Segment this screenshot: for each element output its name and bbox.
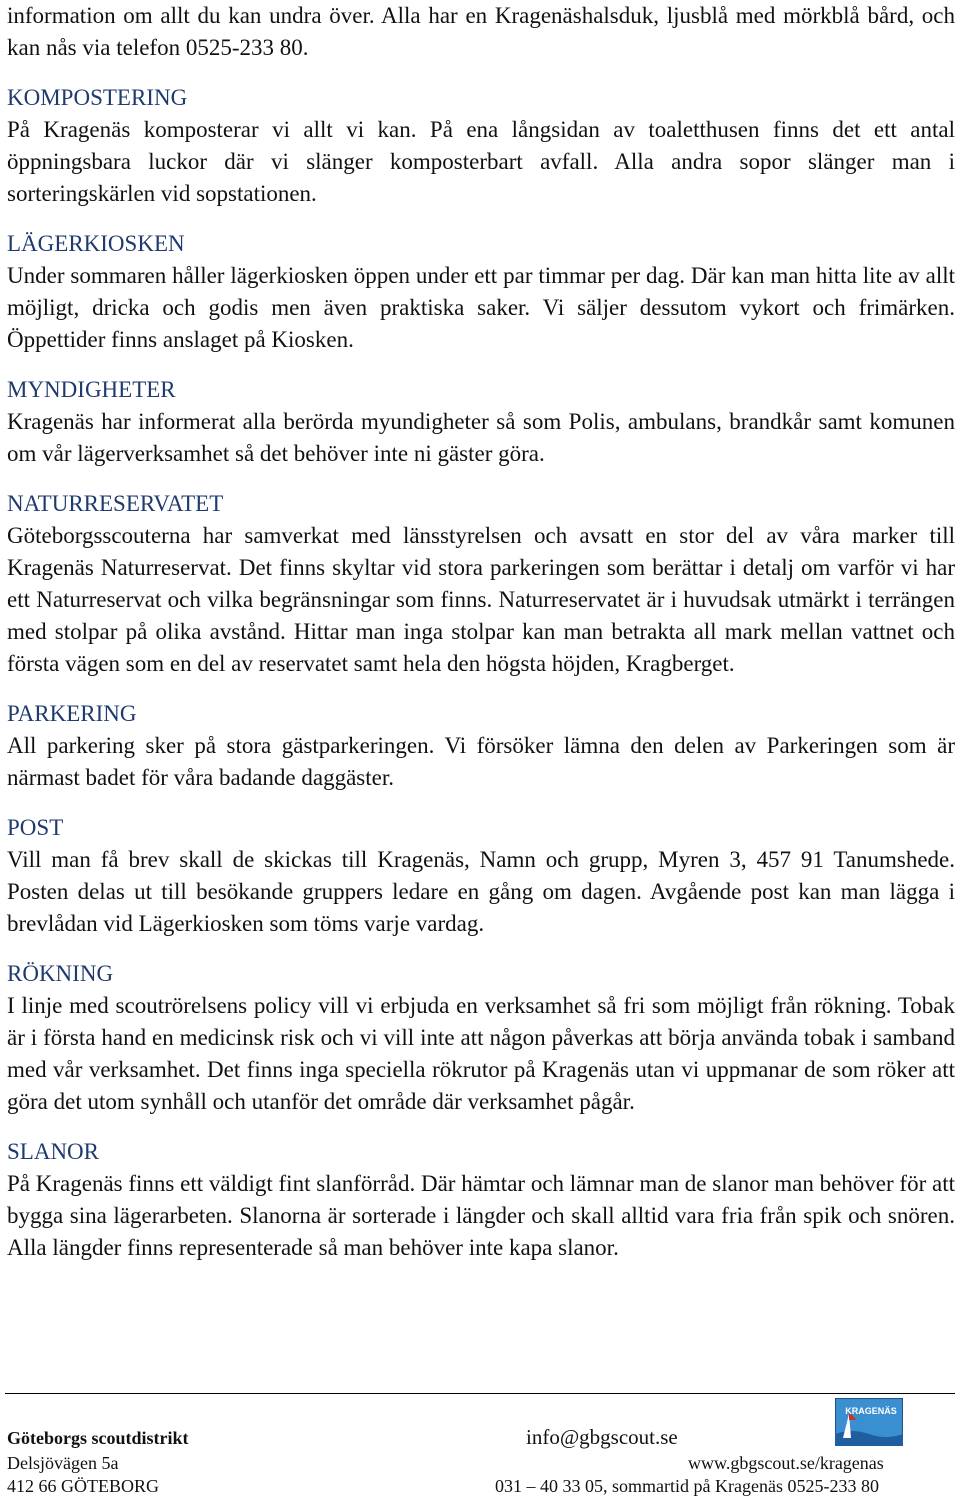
kragenas-logo xyxy=(835,1398,903,1446)
footer-divider xyxy=(5,1393,955,1394)
heading-parkering: PARKERING xyxy=(7,701,137,726)
heading-kompostering: KOMPOSTERING xyxy=(7,85,188,110)
paragraph-kompostering: På Kragenäs komposterar vi allt vi kan. På ena långsidan av toaletthusen finns det ett antal öppningsbara luckor där vi slänger komposterbart avfall. Alla andra sopor slänger man i sorteringskärlen vid sopstationen. xyxy=(7,117,955,206)
footer-website-link[interactable]: www.gbgscout.se/kragenas xyxy=(688,1453,884,1473)
heading-slanor: SLANOR xyxy=(7,1139,100,1164)
heading-myndigheter: MYNDIGHETER xyxy=(7,377,176,402)
paragraph-rokning: I linje med scoutrörelsens policy vill vi erbjuda en verksamhet så fri som möjligt från rökning. Tobak är i första hand en medicinsk risk och vi vill inte att någon påverkas att börja använda tobak i samband med vår verksamhet. Det finns inga speciella rökrutor på Kragenäs utan vi uppmanar de som röker att göra det utom synhåll och utanför det område där verksamhet pågår. xyxy=(7,993,955,1114)
intro-paragraph: information om allt du kan undra över. Alla har en Kragenäshalsduk, ljusblå med mörkblå bård, och kan nås via telefon 0525-233 80. xyxy=(7,3,955,60)
document-body xyxy=(7,0,955,1264)
paragraph-parkering: All parkering sker på stora gästparkeringen. Vi försöker lämna den delen av Parkeringen som är närmast badet för våra badande daggäster. xyxy=(7,733,955,790)
footer-organization: Göteborgs scoutdistrikt xyxy=(7,1428,189,1448)
footer-phone: 031 – 40 33 05, sommartid på Kragenäs 0525-233 80 xyxy=(495,1476,879,1496)
paragraph-lagerkiosken: Under sommaren håller lägerkiosken öppen under ett par timmar per dag. Där kan man hitta lite av allt möjligt, dricka och godis men även praktiska saker. Vi säljer dessutom vykort och frimärken. Öppettider finns anslaget på Kiosken. xyxy=(7,263,955,352)
paragraph-naturreservatet: Göteborgsscouterna har samverkat med länsstyrelsen och avsatt en stor del av våra marker till Kragenäs Naturreservat. Det finns skyltar vid stora parkeringen som berättar i detalj om varför vi har ett Naturreservat och vilka begränsningar som finns. Naturreservatet är i huvudsak utmärkt i terrängen med stolpar på olika avstånd. Hittar man inga stolpar kan man betrakta all mark mellan vattnet och första vägen som en del av reservatet samt hela den högsta höjden, Kragberget. xyxy=(7,523,955,676)
paragraph-slanor: På Kragenäs finns ett väldigt fint slanförråd. Där hämtar och lämnar man de slanor man behöver för att bygga sina lägerarbeten. Slanorna är sorterade i längder och skall alltid vara fria från spik och snören. Alla längder finns representerade så man behöver inte kapa slanor. xyxy=(7,1171,955,1260)
svg-text:KRAGENÄS: KRAGENÄS xyxy=(845,1406,897,1416)
heading-lagerkiosken: LÄGERKIOSKEN xyxy=(7,231,185,256)
footer-address: Delsjövägen 5a xyxy=(7,1453,119,1473)
heading-post: POST xyxy=(7,815,64,840)
paragraph-post: Vill man få brev skall de skickas till Kragenäs, Namn och grupp, Myren 3, 457 91 Tanumshede. Posten delas ut till besökande gruppers ledare en gång om dagen. Avgående post kan man lägga i brevlådan vid Lägerkiosken som töms varje vardag. xyxy=(7,847,955,936)
heading-rokning: RÖKNING xyxy=(7,961,114,986)
paragraph-myndigheter: Kragenäs har informerat alla berörda myundigheter så som Polis, ambulans, brandkår samt komunen om vår lägerverksamhet så det behöver inte ni gäster göra. xyxy=(7,409,955,466)
heading-naturreservatet: NATURRESERVATET xyxy=(7,491,224,516)
footer-email-link[interactable]: info@gbgscout.se xyxy=(526,1425,678,1449)
footer-city: 412 66 GÖTEBORG xyxy=(7,1476,159,1496)
